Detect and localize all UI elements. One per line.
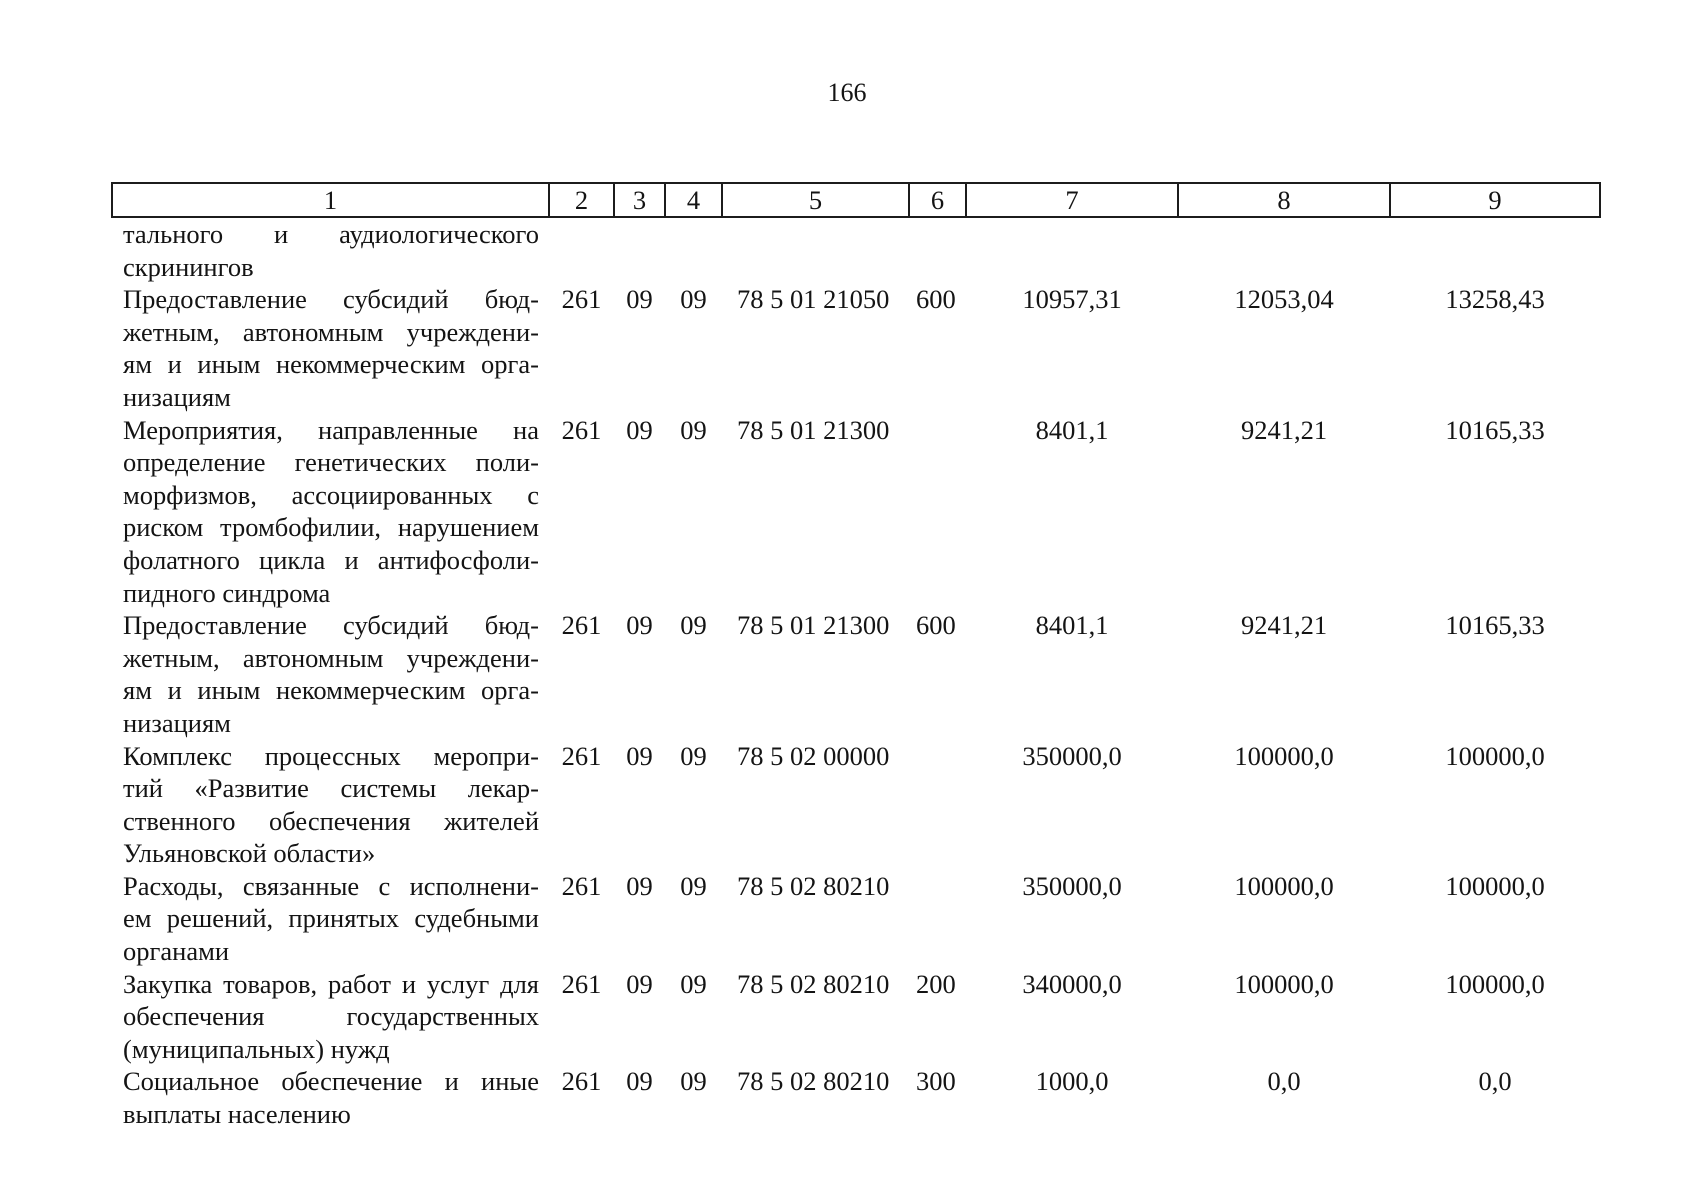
subsection-code-cell: 09: [680, 968, 707, 999]
subsection-code-cell: 09: [680, 610, 707, 641]
amount-col8-cell: 9241,21: [1240, 610, 1328, 641]
amount-col8-cell: 9241,21: [1240, 414, 1328, 445]
amount-col7-cell: [966, 217, 1178, 283]
description-line: пидного синдрома: [123, 577, 331, 608]
row-description: [112, 217, 549, 283]
column-header: 7: [966, 183, 1178, 217]
target-article-cell: 78 5 02 00000: [737, 740, 890, 771]
amount-col9-cell: 13258,43: [1445, 284, 1545, 315]
expense-type-cell: 200: [916, 968, 956, 999]
amount-col9-cell: [1390, 217, 1600, 283]
target-article-cell: 78 5 02 80210: [737, 1066, 890, 1097]
amount-col8-cell: 100000,0: [1234, 870, 1334, 901]
description-line: ям и иным некоммерческим орга-: [123, 675, 539, 706]
table-row: [112, 968, 1600, 1066]
budget-code-cell: 261: [561, 414, 602, 445]
description-line: морфизмов, ассоциированных с: [123, 479, 539, 510]
description-line: ям и иным некоммерческим орга-: [123, 349, 539, 380]
row-description: [112, 283, 549, 413]
section-code-cell: 09: [626, 610, 653, 641]
page-number: 166: [827, 78, 867, 107]
section-code-cell: 09: [626, 968, 653, 999]
budget-code-cell: 261: [561, 610, 602, 641]
amount-col9-cell: 100000,0: [1445, 740, 1545, 771]
target-article-cell: 78 5 02 80210: [737, 870, 890, 901]
table-row: [112, 217, 1600, 283]
target-article-cell: 78 5 01 21050: [737, 284, 890, 315]
column-header: 8: [1178, 183, 1390, 217]
section-code-cell: 09: [626, 740, 653, 771]
amount-col9-cell: 10165,33: [1445, 610, 1545, 641]
table-row: [112, 609, 1600, 739]
description-line: выплаты населению: [123, 1099, 351, 1130]
row-description: [112, 870, 549, 968]
description-line: ем решений, принятых судебными: [123, 903, 539, 934]
expense-type-cell: [909, 414, 966, 610]
target-article-cell: 78 5 01 21300: [737, 610, 890, 641]
description-line: тального и аудиологического: [123, 219, 539, 249]
description-line: Комплекс процессных меропри-: [123, 740, 539, 771]
expense-type-cell: [909, 217, 966, 283]
description-line: жетным, автономным учреждени-: [123, 642, 539, 673]
amount-col9-cell: 100000,0: [1445, 870, 1545, 901]
amount-col7-cell: 350000,0: [1022, 870, 1122, 901]
expense-type-cell: 300: [916, 1066, 956, 1097]
description-line: Социальное обеспечение и иные: [123, 1066, 539, 1097]
amount-col8-cell: 0,0: [1267, 1066, 1301, 1097]
description-line: риском тромбофилии, нарушением: [123, 512, 539, 543]
budget-code-cell: [549, 217, 614, 283]
row-description: [112, 968, 549, 1066]
column-number-row: [112, 183, 1600, 217]
column-header: 1: [112, 183, 549, 217]
description-line: Предоставление субсидий бюд-: [123, 284, 539, 315]
column-header: 4: [665, 183, 722, 217]
amount-col7-cell: 8401,1: [1035, 610, 1109, 641]
description-line: ственного обеспечения жителей: [123, 805, 539, 836]
subsection-code-cell: 09: [680, 414, 707, 445]
target-article-cell: 78 5 01 21300: [737, 414, 890, 445]
row-description: [112, 609, 549, 739]
budget-code-cell: 261: [561, 740, 602, 771]
description-line: низациям: [123, 381, 231, 412]
section-code-cell: 09: [626, 284, 653, 315]
expense-type-cell: [909, 870, 966, 968]
description-line: Закупка товаров, работ и услуг для: [123, 968, 539, 999]
amount-col7-cell: 8401,1: [1035, 414, 1109, 445]
table-row: [112, 283, 1600, 413]
table-body: [112, 217, 1600, 1131]
description-line: скринингов: [123, 251, 254, 282]
description-line: Предоставление субсидий бюд-: [123, 610, 539, 641]
amount-col8-cell: 12053,04: [1234, 284, 1334, 315]
amount-col7-cell: 10957,31: [1022, 284, 1122, 315]
column-header: 6: [909, 183, 966, 217]
budget-code-cell: 261: [561, 968, 602, 999]
budget-code-cell: 261: [561, 870, 602, 901]
description-line: Ульяновской области»: [123, 838, 376, 869]
expense-type-cell: 600: [916, 284, 956, 315]
description-line: органами: [123, 936, 230, 967]
description-line: определение генетических поли-: [123, 447, 539, 478]
table-row: [112, 870, 1600, 968]
subsection-code-cell: 09: [680, 1066, 707, 1097]
description-line: Мероприятия, направленные на: [123, 414, 539, 445]
budget-table: [111, 182, 1601, 1131]
description-line: фолатного цикла и антифосфоли-: [123, 544, 539, 575]
description-line: низациям: [123, 707, 231, 738]
amount-col8-cell: 100000,0: [1234, 968, 1334, 999]
amount-col7-cell: 340000,0: [1022, 968, 1122, 999]
expense-type-cell: [909, 740, 966, 870]
description-line: (муниципальных) нужд: [123, 1033, 390, 1064]
column-header: 9: [1390, 183, 1600, 217]
subsection-code-cell: 09: [680, 870, 707, 901]
expense-type-cell: 600: [916, 610, 956, 641]
description-line: Расходы, связанные с исполнени-: [123, 870, 539, 901]
column-header: 2: [549, 183, 614, 217]
amount-col7-cell: 350000,0: [1022, 740, 1122, 771]
amount-col7-cell: 1000,0: [1035, 1066, 1109, 1097]
section-code-cell: 09: [626, 1066, 653, 1097]
subsection-code-cell: 09: [680, 740, 707, 771]
section-code-cell: 09: [626, 870, 653, 901]
description-line: тий «Развитие системы лекар-: [123, 773, 539, 804]
section-code-cell: 09: [626, 414, 653, 445]
budget-code-cell: 261: [561, 1066, 602, 1097]
amount-col8-cell: 100000,0: [1234, 740, 1334, 771]
row-description: [112, 414, 549, 610]
amount-col9-cell: 100000,0: [1445, 968, 1545, 999]
table-row: [112, 740, 1600, 870]
row-description: [112, 740, 549, 870]
amount-col9-cell: 10165,33: [1445, 414, 1545, 445]
subsection-code-cell: 09: [680, 284, 707, 315]
table-row: [112, 414, 1600, 610]
amount-col8-cell: [1178, 217, 1390, 283]
amount-col9-cell: 0,0: [1478, 1066, 1512, 1097]
column-header: 5: [722, 183, 909, 217]
description-line: жетным, автономным учреждени-: [123, 316, 539, 347]
row-description: [112, 1065, 549, 1130]
budget-code-cell: 261: [561, 284, 602, 315]
subsection-code-cell: [665, 217, 722, 283]
target-article-cell: [722, 217, 909, 283]
table-row: [112, 1065, 1600, 1130]
section-code-cell: [614, 217, 665, 283]
description-line: обеспечения государственных: [123, 1001, 539, 1032]
target-article-cell: 78 5 02 80210: [737, 968, 890, 999]
column-header: 3: [614, 183, 665, 217]
